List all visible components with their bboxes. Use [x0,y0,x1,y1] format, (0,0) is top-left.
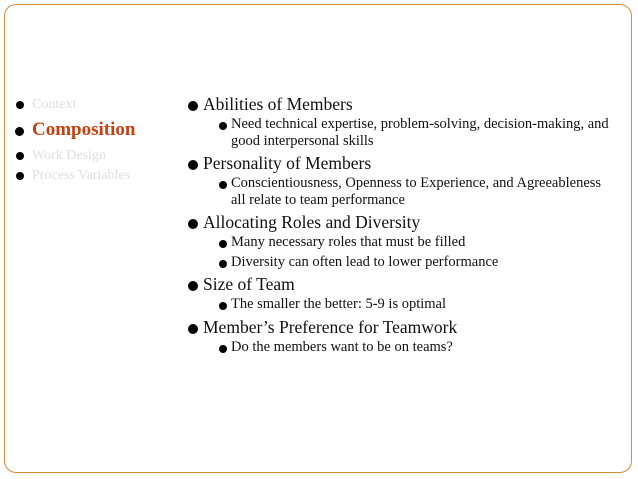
content-list [186,92,616,358]
nav-item-composition[interactable] [14,119,174,141]
bullet-icon [16,172,24,180]
bullet-icon [16,101,24,109]
section-nav [14,96,174,187]
sub-bullet-text: Many necessary roles that must be filled [231,234,466,250]
bullet-icon [188,160,198,170]
sub-bullet-text: The smaller the better: 5-9 is optimal [231,296,447,312]
nav-item-label: Composition [32,119,136,140]
bullet-icon [219,240,227,248]
bullet-icon [219,122,227,130]
bullet-icon [15,127,24,136]
section-title: Allocating Roles and Diversity [203,212,421,232]
bullet-icon [16,152,24,160]
bullet-icon [188,101,198,111]
section-heading [186,152,616,174]
section-heading [186,273,616,295]
sub-bullet [186,116,616,149]
sub-bullet-text: Diversity can often lead to lower performance [231,253,499,270]
nav-item-label: Context [32,97,77,112]
sub-bullet [186,296,616,313]
section-title: Size of Team [203,274,295,294]
sub-bullet-text: Conscientiousness, Openness to Experience, and Agreeableness all relate to team performance [231,175,602,208]
bullet-icon [188,219,198,229]
sub-bullet-text: Need technical expertise, problem-solving, decision-making, and good interpersonal skills [231,116,609,149]
nav-item-label: Process Variables [32,168,131,183]
nav-item-label: Work Design [32,148,106,163]
section-title: Abilities of Members [203,94,353,114]
section-title: Member’s Preference for Teamwork [203,316,458,337]
sub-bullet [186,254,616,271]
nav-item-process-variables[interactable] [14,167,174,184]
section-heading [186,316,616,338]
bullet-icon [188,281,198,291]
section-heading [186,93,616,115]
sub-bullet [186,175,616,208]
section-heading [186,211,616,233]
bullet-icon [219,345,227,353]
nav-item-context[interactable] [14,96,174,113]
sub-bullet-text: Do the members want to be on teams? [231,338,453,355]
bullet-icon [219,181,227,189]
section-title: Personality of Members [203,153,372,173]
nav-item-work-design[interactable] [14,147,174,164]
bullet-icon [219,260,227,268]
sub-bullet [186,339,616,356]
bullet-icon [219,302,227,310]
sub-bullet [186,234,616,251]
bullet-icon [188,324,198,334]
